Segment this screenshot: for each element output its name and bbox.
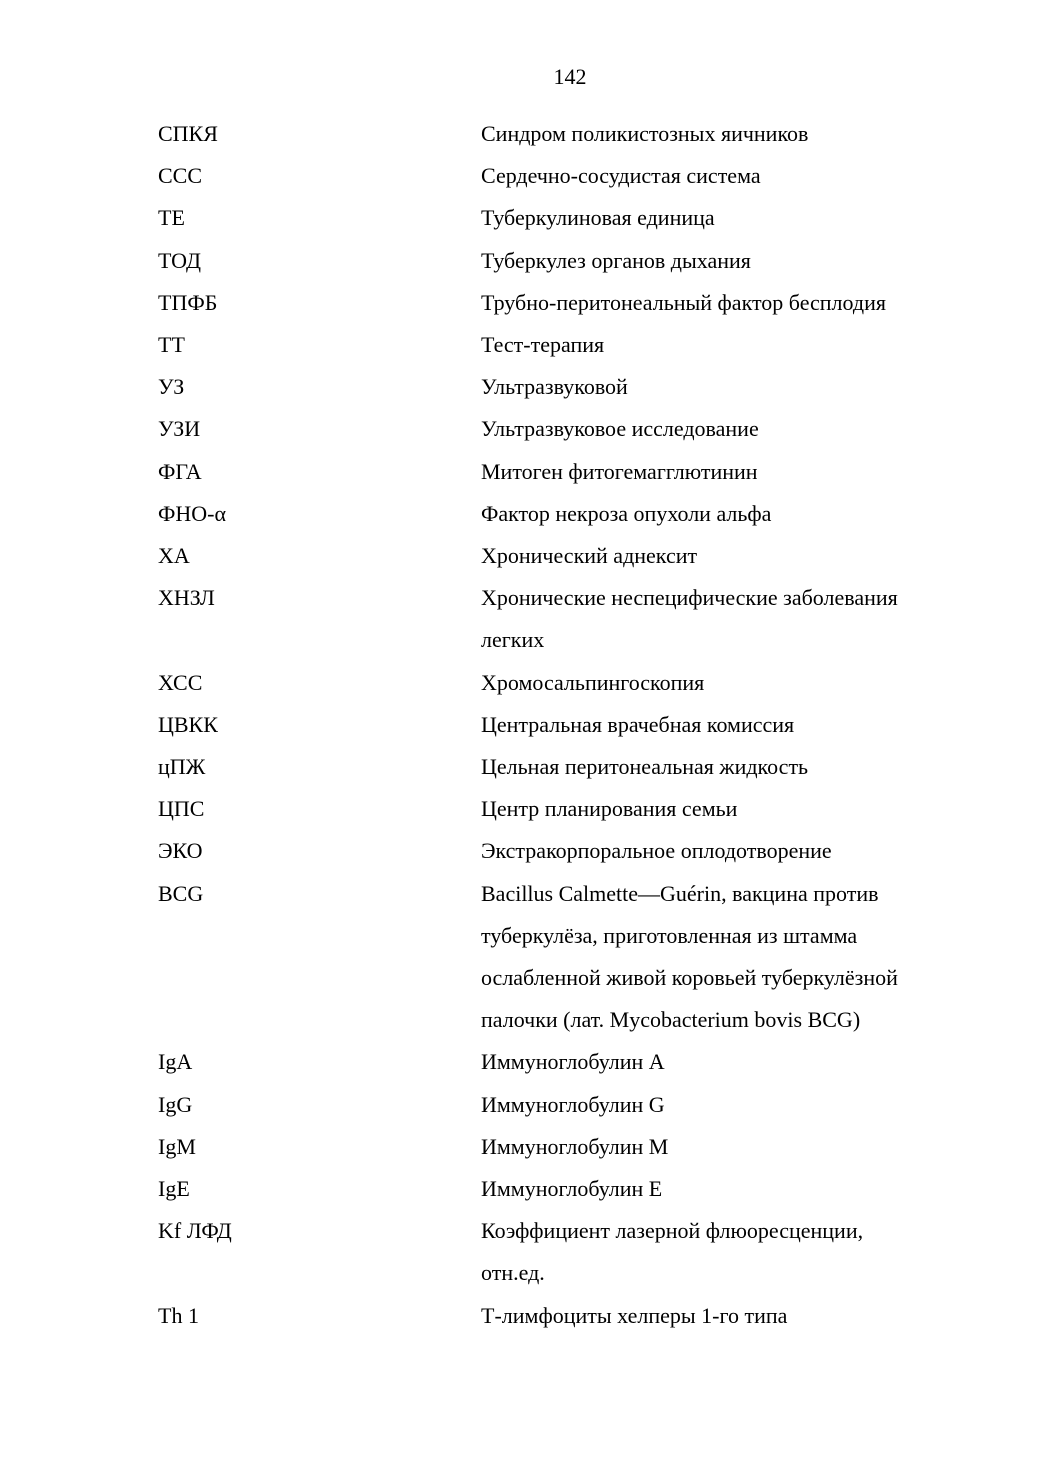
abbreviation-term: IgE <box>158 1176 190 1202</box>
abbreviation-entry <box>158 408 978 450</box>
abbreviation-definition: Центральная врачебная комиссия <box>481 711 795 737</box>
abbreviation-term: ТОД <box>158 247 201 273</box>
abbreviation-definition: Хромосальпингоскопия <box>481 669 705 695</box>
abbreviation-term: ЦПС <box>158 796 205 822</box>
abbreviation-entry <box>158 577 978 661</box>
abbreviation-entry <box>158 873 978 1042</box>
abbreviation-definition: Иммуноглобулин G <box>481 1091 665 1117</box>
abbreviation-term: ХА <box>158 543 190 569</box>
abbreviation-term: ФГА <box>158 458 202 484</box>
abbreviation-definition: Туберкулез органов дыхания <box>481 247 751 273</box>
abbreviation-definition: Хронические неспецифические заболевания легких <box>481 585 898 653</box>
abbreviation-definition: Туберкулиновая единица <box>481 205 715 231</box>
abbreviation-term: ЭКО <box>158 838 203 864</box>
abbreviation-entry <box>158 282 978 324</box>
abbreviation-entry <box>158 830 978 872</box>
abbreviation-definition: Хронический аднексит <box>481 543 698 569</box>
abbreviation-term: IgG <box>158 1091 193 1117</box>
abbreviation-definition: Синдром поликистозных яичников <box>481 121 809 146</box>
abbreviation-term: ФНО-α <box>158 500 227 526</box>
abbreviation-term: ХНЗЛ <box>158 585 215 611</box>
abbreviation-entry <box>158 1084 978 1126</box>
abbreviation-term: IgA <box>158 1049 193 1075</box>
abbreviation-entry <box>158 155 978 197</box>
abbreviation-term: УЗ <box>158 374 185 400</box>
abbreviation-term: УЗИ <box>158 416 201 442</box>
abbreviation-term: ССС <box>158 163 203 189</box>
abbreviation-definition: Иммуноглобулин E <box>481 1176 663 1202</box>
abbreviation-term: ХСС <box>158 669 203 695</box>
abbreviation-entry <box>158 1126 978 1168</box>
abbreviation-term: СПКЯ <box>158 121 218 146</box>
abbreviation-entry <box>158 197 978 239</box>
abbreviation-definition: Ультразвуковой <box>481 374 628 400</box>
abbreviation-term: ТТ <box>158 332 185 358</box>
abbreviation-term: BCG <box>158 880 204 906</box>
abbreviation-definition: Экстракорпоральное оплодотворение <box>481 838 832 864</box>
abbreviation-list <box>158 113 978 1337</box>
abbreviation-entry <box>158 1210 978 1294</box>
abbreviation-entry <box>158 746 978 788</box>
abbreviation-term: цПЖ <box>158 754 206 780</box>
abbreviation-term: IgM <box>158 1133 196 1159</box>
abbreviation-definition: Тест-терапия <box>481 332 605 358</box>
abbreviation-term: Th 1 <box>158 1302 199 1328</box>
abbreviation-entry <box>158 451 978 493</box>
abbreviation-definition: Коэффициент лазерной флюоресценции, отн.ед. <box>481 1218 864 1286</box>
abbreviation-definition: Ультразвуковое исследование <box>481 416 759 442</box>
abbreviation-entry <box>158 240 978 282</box>
abbreviation-term: Kf ЛФД <box>158 1218 232 1244</box>
abbreviation-entry <box>158 493 978 535</box>
abbreviation-entry <box>158 662 978 704</box>
abbreviation-definition: Т-лимфоциты хелперы 1-го типа <box>481 1302 788 1328</box>
abbreviation-entry <box>158 1295 978 1337</box>
abbreviation-definition: Сердечно-сосудистая система <box>481 163 761 189</box>
abbreviation-definition: Трубно-перитонеальный фактор бесплодия <box>481 289 886 315</box>
abbreviation-definition: Центр планирования семьи <box>481 796 738 822</box>
abbreviation-entry <box>158 788 978 830</box>
abbreviation-definition: Bacillus Calmette—Guérin, вакцина против туберкулёза, приготовленная из штамма ослабленной живой коровьей туберкулёзной палочки (лат. Mycobacterium bovis BCG) <box>481 880 898 1033</box>
abbreviation-entry <box>158 366 978 408</box>
abbreviation-definition: Фактор некроза опухоли альфа <box>481 500 772 526</box>
abbreviation-entry <box>158 704 978 746</box>
abbreviation-term: ТПФБ <box>158 289 218 315</box>
abbreviation-definition: Цельная перитонеальная жидкость <box>481 754 809 780</box>
abbreviation-entry <box>158 1168 978 1210</box>
abbreviation-term: ТЕ <box>158 205 185 231</box>
abbreviation-entry <box>158 1041 978 1083</box>
abbreviation-definition: Иммуноглобулин M <box>481 1133 669 1159</box>
abbreviation-entry <box>158 113 978 155</box>
abbreviation-term: ЦВКК <box>158 711 218 737</box>
abbreviation-entry <box>158 324 978 366</box>
abbreviation-definition: Митоген фитогемагглютинин <box>481 458 758 484</box>
abbreviation-entry <box>158 535 978 577</box>
abbreviation-definition: Иммуноглобулин А <box>481 1049 665 1075</box>
page-number: 142 <box>553 64 587 89</box>
